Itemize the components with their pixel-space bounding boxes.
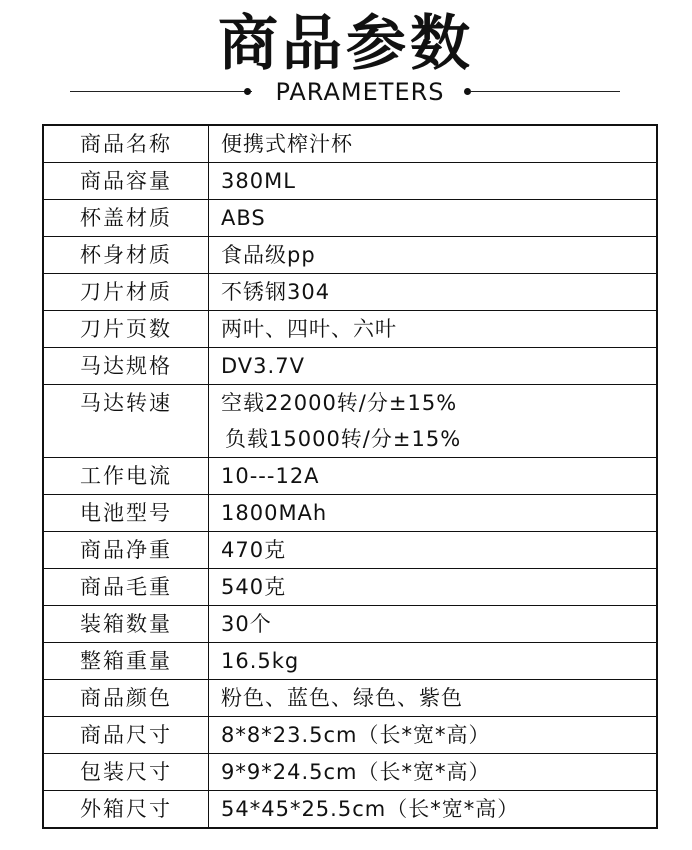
param-value: 负载15000转/分±15%	[225, 427, 462, 451]
param-value: 30个	[221, 612, 272, 636]
param-label: 商品尺寸	[43, 717, 209, 754]
param-label: 马达转速	[43, 385, 209, 458]
param-value-cell	[209, 163, 658, 200]
param-value-cell	[209, 680, 658, 717]
subtitle-row	[0, 78, 692, 106]
table-row	[43, 532, 657, 569]
param-label: 工作电流	[43, 458, 209, 495]
param-label: 商品颜色	[43, 680, 209, 717]
param-value: 空载22000转/分±15%	[221, 391, 458, 415]
param-value-cell	[209, 717, 658, 754]
table-row	[43, 274, 657, 311]
param-label: 杯身材质	[43, 237, 209, 274]
param-value: DV3.7V	[221, 354, 305, 378]
table-row	[43, 606, 657, 643]
table-row	[43, 385, 657, 458]
table-row	[43, 717, 657, 754]
param-label: 刀片页数	[43, 311, 209, 348]
table-row	[43, 237, 657, 274]
param-label: 马达规格	[43, 348, 209, 385]
param-label: 包装尺寸	[43, 754, 209, 791]
table-row	[43, 791, 657, 829]
param-value: 470克	[221, 538, 287, 562]
table-row	[43, 680, 657, 717]
param-value: 10---12A	[221, 464, 320, 488]
param-value: 不锈钢304	[221, 280, 331, 304]
param-label: 刀片材质	[43, 274, 209, 311]
param-value: 1800MAh	[221, 501, 328, 525]
param-value-cell	[209, 237, 658, 274]
param-value: 两叶、四叶、六叶	[221, 317, 397, 341]
param-value-cell	[209, 532, 658, 569]
table-row	[43, 643, 657, 680]
param-value: 粉色、蓝色、绿色、紫色	[221, 686, 463, 710]
parameters-table-body	[43, 125, 657, 828]
param-label: 装箱数量	[43, 606, 209, 643]
param-value-cell	[209, 791, 658, 829]
bullet-dot-left	[244, 88, 251, 95]
param-value-cell	[209, 274, 658, 311]
param-label: 外箱尺寸	[43, 791, 209, 829]
param-value-cell	[209, 125, 658, 163]
param-value: 9*9*24.5cm（长*宽*高）	[221, 760, 491, 784]
table-row	[43, 348, 657, 385]
param-value-cell	[209, 311, 658, 348]
param-label: 商品名称	[43, 125, 209, 163]
param-value-cell	[209, 458, 658, 495]
page-title: 商品参数	[218, 9, 474, 79]
param-label: 整箱重量	[43, 643, 209, 680]
param-value-cell	[209, 385, 658, 458]
table-row	[43, 569, 657, 606]
param-value: 便携式榨汁杯	[221, 132, 353, 156]
parameters-table	[42, 124, 658, 829]
table-row	[43, 311, 657, 348]
param-label: 商品净重	[43, 532, 209, 569]
param-value-cell	[209, 754, 658, 791]
table-row	[43, 163, 657, 200]
table-row	[43, 458, 657, 495]
param-value-cell	[209, 569, 658, 606]
param-value: ABS	[221, 206, 266, 230]
table-row	[43, 495, 657, 532]
table-row	[43, 125, 657, 163]
param-label: 电池型号	[43, 495, 209, 532]
param-value-cell	[209, 200, 658, 237]
param-label: 商品容量	[43, 163, 209, 200]
divider-right	[470, 91, 620, 92]
divider-left	[70, 91, 252, 92]
table-row	[43, 200, 657, 237]
param-value: 8*8*23.5cm（长*宽*高）	[221, 723, 491, 747]
param-value: 380ML	[221, 169, 296, 193]
param-value-cell	[209, 348, 658, 385]
param-value: 54*45*25.5cm（长*宽*高）	[221, 797, 520, 821]
param-value-cell	[209, 495, 658, 532]
param-value: 食品级pp	[221, 243, 316, 267]
page-subtitle: PARAMETERS	[275, 78, 445, 106]
param-value: 16.5kg	[221, 649, 300, 673]
param-value: 540克	[221, 575, 287, 599]
param-value-cell	[209, 643, 658, 680]
param-label: 杯盖材质	[43, 200, 209, 237]
table-row	[43, 754, 657, 791]
param-value-cell	[209, 606, 658, 643]
param-label: 商品毛重	[43, 569, 209, 606]
